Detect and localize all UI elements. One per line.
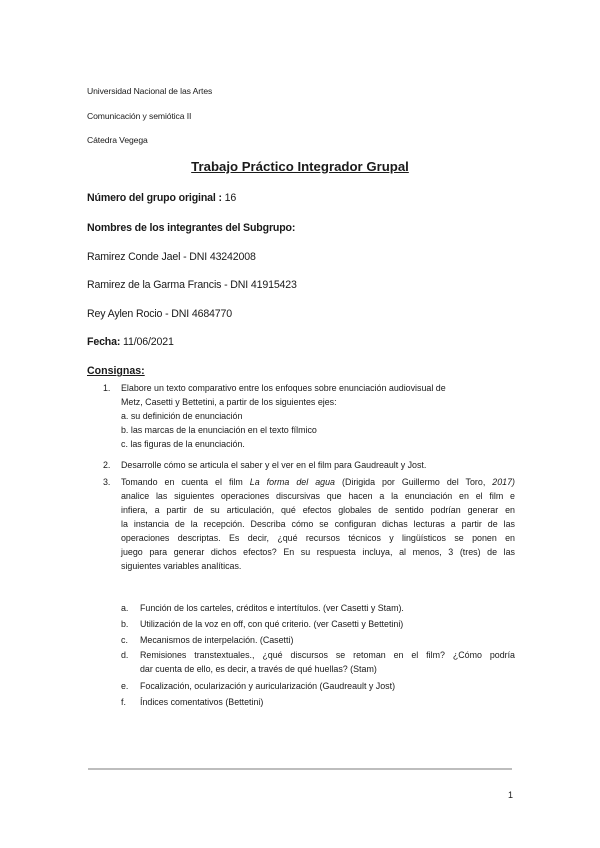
sub-point: c. las figuras de la enunciación. bbox=[121, 439, 245, 449]
consigna-number: 3. bbox=[103, 477, 111, 487]
consigna-number: 2. bbox=[103, 460, 111, 470]
consigna-line: siguientes variables analíticas. bbox=[121, 561, 242, 571]
footer-divider bbox=[88, 768, 512, 770]
member-3: Rey Aylen Rocio - DNI 4684770 bbox=[87, 308, 233, 320]
header-chair: Cátedra Vegega bbox=[87, 135, 148, 145]
variable-text: Focalización, ocularización y auricularización (Gaudreault y Jost) bbox=[140, 681, 396, 691]
consigna-line: analice las siguientes operaciones discursivas que hacen a la enunciación en el film e bbox=[121, 491, 515, 501]
variable-text: Función de los carteles, créditos e intertítulos. (ver Casetti y Stam). bbox=[140, 603, 404, 613]
group-value: 16 bbox=[221, 192, 237, 204]
text-run: Tomando en cuenta el film bbox=[121, 477, 250, 487]
variable-letter: e. bbox=[121, 681, 129, 691]
film-year: 2017) bbox=[492, 477, 515, 487]
variable-text: Mecanismos de interpelación. (Casetti) bbox=[140, 635, 294, 645]
variable-letter: c. bbox=[121, 635, 128, 645]
consigna-text bbox=[121, 475, 515, 573]
text-run: (Dirigida por Guillermo del Toro, bbox=[334, 477, 493, 487]
variable-text: dar cuenta de ello, es decir, a través de qué huellas? (Stam) bbox=[140, 664, 377, 674]
consigna-line: Metz, Casetti y Bettetini, a partir de los siguientes ejes: bbox=[121, 397, 337, 407]
variable-text: Índices comentativos (Bettetini) bbox=[140, 697, 264, 707]
variable-letter: a. bbox=[121, 603, 129, 613]
members-heading: Nombres de los integrantes del Subgrupo: bbox=[87, 222, 296, 234]
header-university: Universidad Nacional de las Artes bbox=[87, 86, 213, 96]
consigna-line: juego para generar dichos efectos? En su respuesta incluya, al menos, 3 (tres) de las bbox=[121, 547, 515, 557]
member-1: Ramirez Conde Jael - DNI 43242008 bbox=[87, 251, 256, 263]
document-title: Trabajo Práctico Integrador Grupal bbox=[191, 159, 409, 174]
film-title: La forma del agua bbox=[249, 477, 335, 487]
date bbox=[87, 336, 174, 348]
consigna-line: Elabore un texto comparativo entre los enfoques sobre enunciación audiovisual de bbox=[121, 383, 446, 393]
date-value: 11/06/2021 bbox=[120, 336, 174, 348]
sub-point: b. las marcas de la enunciación en el texto fílmico bbox=[121, 425, 317, 435]
consigna-text bbox=[121, 381, 515, 451]
variable-text: Utilización de la voz en off, con qué criterio. (ver Casetti y Bettetini) bbox=[140, 619, 404, 629]
consigna-line: operaciones descriptas. Es decir, ¿qué recursos técnicos y lingüísticos se ponen en bbox=[121, 533, 515, 543]
consigna-line bbox=[121, 475, 515, 489]
date-label: Fecha: bbox=[87, 336, 121, 348]
consigna-line: infiera, a partir de su articulación, qué efectos globales de sentido podrían generar en bbox=[121, 505, 515, 515]
consignas-heading: Consignas: bbox=[87, 365, 145, 377]
group-number bbox=[87, 192, 236, 204]
variable-letter: d. bbox=[121, 650, 129, 660]
variable-letter: b. bbox=[121, 619, 129, 629]
consigna-text: Desarrolle cómo se articula el saber y el ver en el film para Gaudreault y Jost. bbox=[121, 460, 427, 470]
variable-letter: f. bbox=[121, 697, 126, 707]
page-number: 1 bbox=[508, 790, 514, 800]
consigna-line: la instancia de la recepción. Describa cómo se configuran dichas lecturas a partir de las bbox=[121, 519, 515, 529]
variable-text: Remisiones transtextuales., ¿qué discursos se retoman en el film? ¿Cómo podría bbox=[140, 650, 515, 660]
sub-point: a. su definición de enunciación bbox=[121, 411, 243, 421]
consigna-number: 1. bbox=[103, 383, 111, 393]
header-course: Comunicación y semiótica II bbox=[87, 111, 192, 121]
group-label: Número del grupo original : bbox=[87, 192, 222, 204]
member-2: Ramirez de la Garma Francis - DNI 41915423 bbox=[87, 279, 297, 291]
